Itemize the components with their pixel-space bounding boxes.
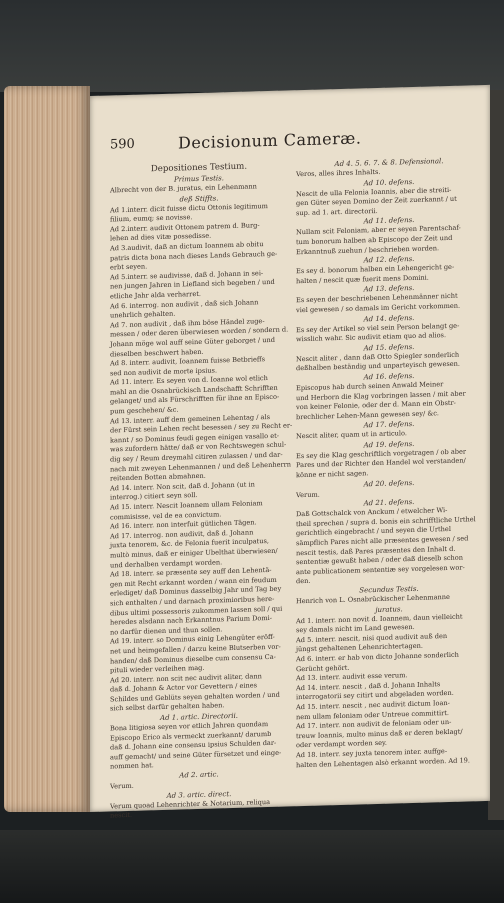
- text-line: tum bonorum halben ab Episcopo der Zeit und: [296, 233, 453, 247]
- text-line: Ad 19. defens.: [363, 439, 415, 450]
- text-line: dig sey / Reum dreymahl citiren zulassen / und dar-: [110, 450, 283, 464]
- text-line: Ad 2.interr. audivit Ottonem patrem d. Burg-: [110, 221, 260, 234]
- text-line: Ad 16. defens.: [363, 371, 415, 382]
- text-line: reitenden Botten abmahnen.: [110, 471, 206, 483]
- text-line: kannt / so Dominus feudi gegen einigen vasallo et-: [110, 431, 279, 445]
- text-line: no darfür dienen und thun sollen.: [110, 625, 223, 637]
- text-line: erlediget/ daß Dominus dasselbig Jahr und Tag bey: [110, 585, 282, 598]
- running-title: Decisionum Cameræ.: [178, 128, 362, 153]
- right-text-column: [296, 155, 482, 800]
- text-line: Ad 5. interr. nescit, nisi quod audivit auß den: [296, 631, 448, 645]
- text-line: Ad 17. interrog. non audivit, daß d. Johann: [110, 528, 254, 541]
- text-line: ante publicationem sententiæ sey vorgelesen wor-: [296, 563, 465, 577]
- text-line: interrogatorii sey citirt und abgeladen worden.: [296, 689, 454, 702]
- text-line: Es seyen der beschriebenen Lehenmänner nicht: [296, 292, 458, 305]
- text-line: Ad 19. interr. so Dominus einig Lehengüter eröff-: [110, 633, 275, 646]
- text-line: sich selbst darfür gehalten haben.: [110, 701, 225, 713]
- text-line: Ad 17. interr. non audivit de feloniam oder un-: [296, 718, 452, 731]
- text-line: Ad 12. defens.: [363, 255, 415, 265]
- text-line: Ad 1. artic. Directorii.: [160, 711, 238, 723]
- text-line: jüngst gehaltenen Lehenrichtertagen.: [296, 642, 423, 654]
- text-line: und Herborn die Klag vorbringen lassen / mit aber: [296, 389, 466, 402]
- text-line: Schildes und Geblüts seyen gehalten worden / und: [110, 690, 280, 704]
- text-line: Ad 11. interr. Es seyen von d. Ioanne wol etlich: [110, 374, 268, 387]
- text-line: nen jungen Jahren in Liefland sich begeben / und: [110, 278, 275, 291]
- text-line: multò minus, daß er einiger Ubelthat überwiesen/: [110, 546, 278, 560]
- text-line: den.: [296, 577, 311, 586]
- text-line: Johann möge wol auff seine Güter geborget / und: [110, 335, 275, 349]
- text-line: Es sey die Klag geschriftlich vorgetragen / ob aber: [296, 447, 467, 461]
- text-line: unehrlich gehalten.: [110, 309, 176, 320]
- text-line: Veros, alles ihres Inhalts.: [296, 167, 381, 179]
- text-line: sey damals nicht im Land gewesen.: [296, 623, 415, 635]
- text-line: filium, eumq; se novisse.: [110, 213, 193, 224]
- text-line: Es sey der Artikel so viel sein Person belangt ge-: [296, 321, 460, 334]
- text-line: treuw Ioannis, multo minus daß er deren beklagt/: [296, 727, 463, 740]
- text-line: messen / oder deren überwiesen worden / sondern d.: [110, 325, 289, 339]
- dark-backdrop-top: [0, 0, 504, 92]
- text-line: lehen ad dies vitæ possedisse.: [110, 231, 212, 243]
- text-line: Secundus Testis.: [359, 584, 419, 595]
- text-line: gelanget/ und als Fürschrifften für ihne an Episco-: [110, 393, 280, 406]
- text-line: Ad 5.interr. se audivisse, daß d. Johann in sei-: [110, 268, 264, 282]
- text-line: Ad 15. interr. nescit , nec audivit dictum Ioan-: [296, 698, 450, 712]
- text-line: interrog.) citiert seyn soll.: [110, 491, 198, 502]
- text-line: von keiner Felonie, oder der d. Mann ein Obstr-: [296, 398, 456, 412]
- text-line: Ad 18. interr. sey juxta tenorem inter. auffge-: [296, 746, 448, 760]
- text-line: Gerücht gehört.: [296, 663, 350, 673]
- text-line: Ad 14. defens.: [363, 313, 415, 323]
- text-line: halten den Lehentagen alsò erkannt worden. Ad 19.: [296, 755, 470, 769]
- text-line: Nullam scit Feloniam, aber er seyen Parentschaf-: [296, 224, 461, 237]
- text-line: Ad 3.audivit, daß an dictum Ioannem ab obitu: [110, 240, 264, 253]
- text-line: juxta tenorem, &c. de Felonia fuerit inculpatus,: [110, 537, 270, 550]
- dark-backdrop-bottom: [0, 830, 504, 903]
- text-line: Ad 8. interr. audivit, Ioannem fuisse Betbrieffs: [110, 355, 265, 368]
- text-line: heredes alsdann nach Erkanntnus Parium Domi-: [110, 614, 272, 627]
- text-line: daß d. Johann eine consensu ipsius Schulden dar-: [110, 739, 277, 752]
- text-line: wisslich wahr. Sic audivit etiam quo ad alios.: [296, 331, 447, 344]
- text-line: sup. ad 1. art. directorii.: [296, 206, 378, 218]
- text-line: Ad 14. interr. Non scit, daß d. Johann (ut in: [110, 480, 255, 493]
- book-page: [90, 85, 490, 820]
- text-line: dibus ultimi possessoris zukommen lassen soll / qui: [110, 604, 283, 617]
- text-line: Verum quoad Lehenrichter & Notarium, reliqua: [110, 797, 271, 811]
- text-line: nescit.: [110, 811, 133, 820]
- text-line: Daß Gottschalck von Anckum / etwelcher Wi-: [296, 506, 448, 519]
- text-line: Ad 13. defens.: [363, 284, 415, 294]
- text-line: Primus Testis.: [174, 174, 224, 184]
- text-line: Ad 20. defens.: [363, 478, 415, 489]
- text-line: Ad 2. artic.: [179, 770, 219, 780]
- text-line: Ad 6. interr. er hab von dicto Johanne sonderlich: [296, 650, 459, 664]
- text-line: Bona litigiosa seyen vor etlich Jahren quondam: [110, 720, 269, 733]
- text-line: Ad 10. defens.: [363, 177, 415, 187]
- text-line: theil sprechen / supra d. bonis ein schrifftliche Urthel: [296, 515, 476, 529]
- text-line: oder verdampt worden sey.: [296, 739, 387, 750]
- book-page-edges: [4, 86, 90, 812]
- text-line: nescit testis, daß Pares præsentes den Inhalt d.: [296, 544, 456, 557]
- text-line: Ad 3. artic. direct.: [166, 789, 232, 800]
- text-line: Ad 11. defens.: [363, 216, 415, 226]
- text-line: juratus.: [375, 604, 403, 614]
- text-line: commisisse, vel de ea convictum.: [110, 509, 222, 522]
- text-line: sed non audivit de morte ipsius.: [110, 366, 218, 378]
- text-line: gen Güter seyen Domino der Zeit zuerkannt / ut: [296, 194, 457, 208]
- text-line: patris dicta bona nach dieses Lands Gebrauch ge-: [110, 249, 278, 263]
- text-line: sententiæ gewußt haben / oder daß dieselb schon: [296, 553, 463, 567]
- text-line: net und heimgefallen / darzu keine Blutserben vor-: [110, 642, 281, 656]
- text-line: und derhalben verdampt worden.: [110, 557, 223, 570]
- text-line: auff gemacht/ und seine Güter fürsetzet und einge-: [110, 748, 282, 762]
- text-line: brechlicher Lehen-Mann gewesen sey/ &c.: [296, 408, 439, 421]
- text-line: handen/ daß Dominus dieselbe cum consensu Ca-: [110, 652, 276, 665]
- text-line: Es sey d. bonorum halben ein Lehengericht ge-: [296, 262, 455, 276]
- text-line: Ad 13. interr. auff dem gemeinen Lehentag / als: [110, 412, 270, 426]
- text-line: mahl an die Osnabrückisch Landschafft Schrifften: [110, 383, 278, 397]
- text-line: was zufordern hätte/ daß er von Rechtswegen schul-: [110, 440, 287, 454]
- page-header: [110, 127, 480, 159]
- text-line: Pares und der Richter den Handel wol verstanden/: [296, 456, 466, 470]
- text-line: Ad 21. defens.: [363, 498, 415, 508]
- left-text-column: [110, 160, 293, 820]
- text-line: sämpflich Pares nicht alle præsentes gewesen / sed: [296, 534, 469, 548]
- text-line: Erkanntnuß zuehun / beschrieben worden.: [296, 243, 440, 256]
- text-line: deß Stiffts.: [179, 194, 219, 204]
- text-line: Ad 1.interr. dicit fuisse dictu Ottonis legitimum: [110, 201, 268, 215]
- text-line: Depositiones Testium.: [150, 161, 248, 175]
- text-line: Episcopo Erico als vermeckt zuerkannt/ darumb: [110, 729, 272, 743]
- text-line: Ad 15. defens.: [363, 342, 415, 353]
- text-line: halten / nescit quæ fuerit mens Domini.: [296, 273, 429, 285]
- text-line: Ad 20. interr. non scit nec audivit aliter, dann: [110, 671, 262, 685]
- text-line: nem ullam feloniam oder Untreue committirt.: [296, 708, 449, 721]
- text-line: Nescit aliter, quam ut in articulo.: [296, 429, 407, 441]
- text-line: erbt seyen.: [110, 262, 148, 272]
- text-line: Ad 16. interr. non interfuit gütlichen Tägen.: [110, 518, 257, 531]
- text-line: Ad 18. interr. se præsente sey auff den Lehentä-: [110, 566, 272, 579]
- page-number: 590: [110, 136, 135, 153]
- text-line: der Fürst sein Lehen recht besessen / sey zu Recht er-: [110, 421, 293, 435]
- text-line: deßhalben beständig und unparteyisch gewesen.: [296, 359, 460, 373]
- text-line: Nescit de ulla Felonia Ioannis, aber die streiti-: [296, 185, 452, 198]
- text-line: Ad 15. interr. Nescit Ioannem ullam Feloniam: [110, 499, 263, 512]
- text-line: Ad 6. interrog. non audivit , daß sich Johann: [110, 297, 259, 310]
- text-line: etliche Jahr alda verharret.: [110, 289, 201, 301]
- text-line: Albrecht von der B. juratus, ein Lehenmann: [110, 182, 257, 195]
- text-line: Episcopus hab durch seinen Anwald Meiner: [296, 380, 444, 393]
- text-line: Ad 17. defens.: [363, 420, 415, 430]
- text-line: gen mit Recht erkannt worden / wann ein feudum: [110, 575, 277, 589]
- text-line: Verum.: [110, 781, 134, 791]
- text-line: daß d. Johann & Actor vor Gevettern / eines: [110, 681, 258, 694]
- text-line: Ad 13. interr. audivit esse verum.: [296, 671, 408, 683]
- text-line: Ad 4. 5. 6. 7. & 8. Defensional.: [334, 157, 444, 169]
- text-line: pituli wieder verleihen mag.: [110, 663, 205, 675]
- text-line: Verum.: [296, 490, 320, 499]
- facing-page-shadow: [488, 90, 504, 820]
- text-line: pum geschehen/ &c.: [110, 405, 179, 416]
- text-line: Henrich von L. Osnabrückischer Lehenmanne: [296, 592, 450, 606]
- text-line: sich enthalten / und darnach proximioribus here-: [110, 594, 275, 608]
- text-line: nommen hat.: [110, 761, 154, 771]
- text-line: gerichtlich eingebracht / und seyen die Urthel: [296, 525, 451, 538]
- text-line: nach mit zweyen Lehenmannen / und deß Lehenherrn: [110, 460, 292, 474]
- text-line: Nescit aliter , dann daß Otto Spiegler sonderlich: [296, 350, 460, 363]
- text-line: dieselben beschwert haben.: [110, 347, 204, 358]
- text-line: Ad 14. interr. nescit , daß d. Johann Inhalts: [296, 679, 441, 692]
- text-line: Ad 1. interr. non novit d. Ioannem, daun vielleicht: [296, 612, 463, 625]
- text-line: Ad 7. non audivit , daß ihm böse Händel zuge-: [110, 316, 265, 330]
- text-line: viel gewesen / so damals im Gericht vorkommen.: [296, 301, 461, 315]
- text-line: könne er nicht sagen.: [296, 469, 369, 480]
